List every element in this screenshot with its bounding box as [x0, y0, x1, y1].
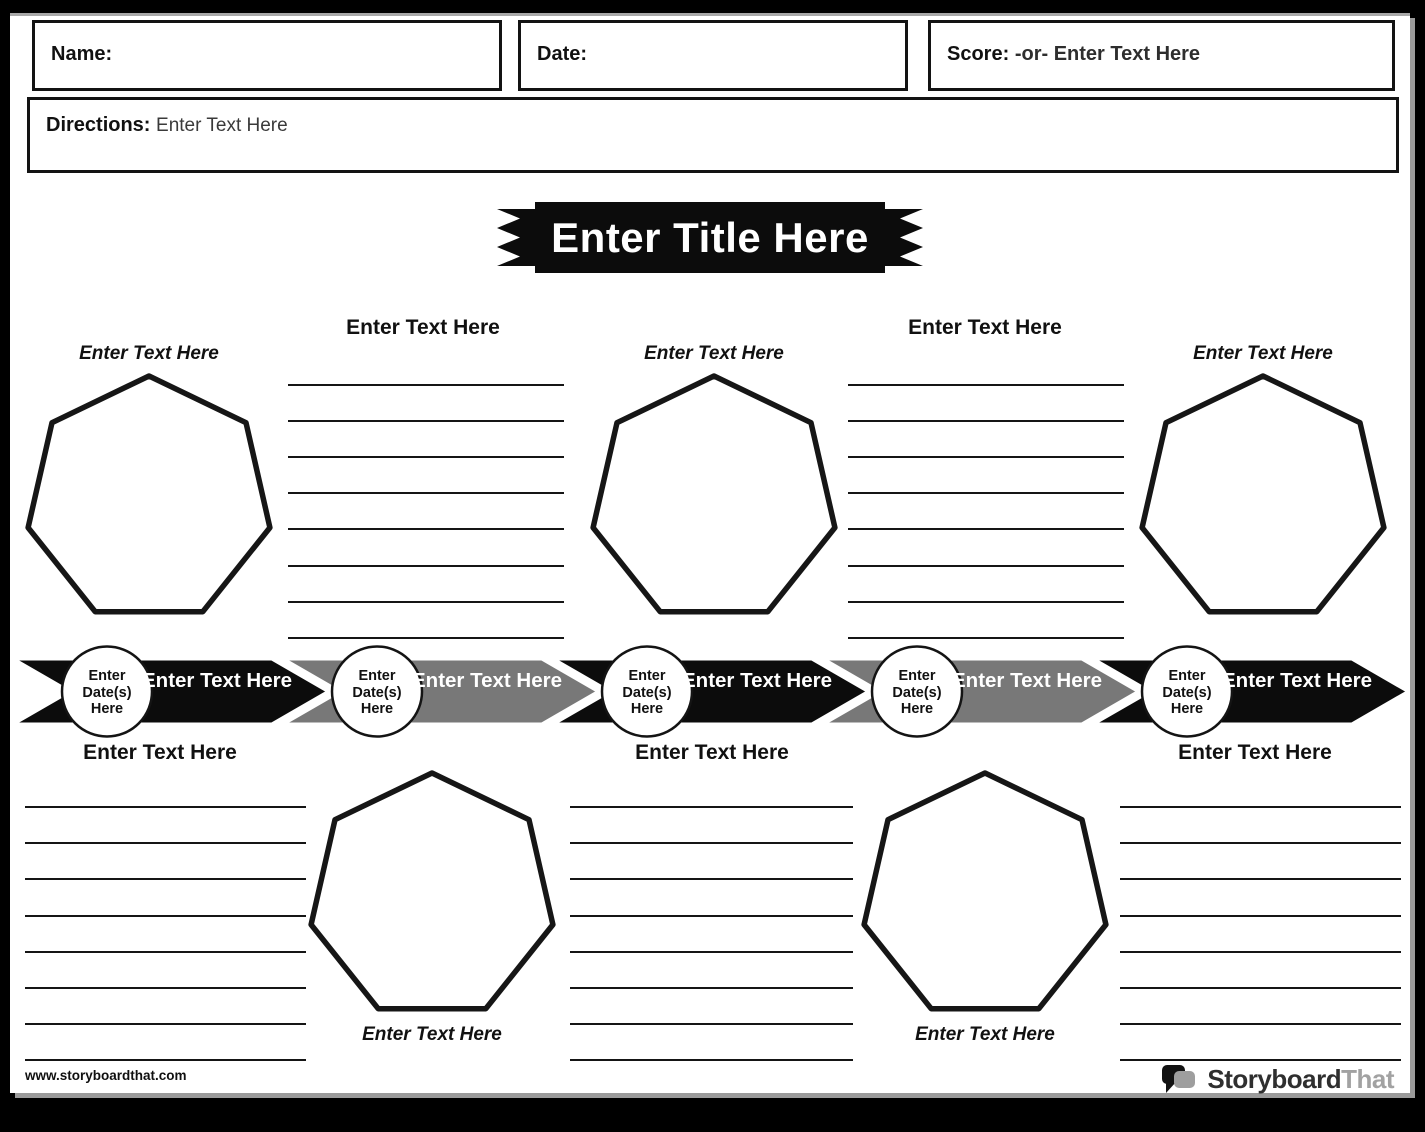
- date-circle-3-text[interactable]: Enter Date(s) Here: [622, 668, 672, 717]
- heptagon-shape[interactable]: [28, 376, 270, 612]
- writing-line[interactable]: [25, 915, 306, 951]
- writing-line[interactable]: [288, 420, 564, 456]
- top-heptagon-3-label[interactable]: Enter Text Here: [1193, 343, 1333, 364]
- top-heptagon-2[interactable]: [587, 371, 841, 619]
- top-lines-1[interactable]: [288, 384, 564, 674]
- score-label: Score:: [947, 43, 1010, 65]
- writing-line[interactable]: [25, 806, 306, 842]
- writing-line[interactable]: [848, 492, 1124, 528]
- bottom-lines-3[interactable]: [1120, 806, 1401, 1096]
- writing-line[interactable]: [570, 1023, 853, 1059]
- top-lines-2[interactable]: [848, 384, 1124, 674]
- date-label: Date:: [537, 43, 588, 65]
- writing-line[interactable]: [848, 565, 1124, 601]
- bottom-heptagon-2-label[interactable]: Enter Text Here: [915, 1024, 1055, 1045]
- writing-line[interactable]: [1120, 915, 1401, 951]
- name-box[interactable]: [32, 20, 502, 91]
- writing-line[interactable]: [848, 384, 1124, 420]
- bottom-heptagon-1[interactable]: [305, 768, 559, 1016]
- directions-placeholder[interactable]: Enter Text Here: [156, 115, 288, 136]
- heptagon-shape[interactable]: [1142, 376, 1384, 612]
- writing-line[interactable]: [288, 456, 564, 492]
- writing-line[interactable]: [1120, 987, 1401, 1023]
- writing-line[interactable]: [1120, 878, 1401, 914]
- date-circle-2-text[interactable]: Enter Date(s) Here: [352, 668, 402, 717]
- directions-box[interactable]: [27, 97, 1399, 173]
- writing-line[interactable]: [25, 987, 306, 1023]
- footer-url: www.storyboardthat.com: [25, 1068, 187, 1083]
- name-label: Name:: [51, 43, 113, 65]
- arrow-5-text[interactable]: Enter Text Here: [1222, 669, 1373, 692]
- date-circle-1-text[interactable]: Enter Date(s) Here: [82, 668, 132, 717]
- directions-label: Directions:: [46, 114, 151, 136]
- heptagon-shape[interactable]: [311, 773, 553, 1009]
- bottom-lines-1-label[interactable]: Enter Text Here: [83, 741, 237, 764]
- arrow-3-text[interactable]: Enter Text Here: [682, 669, 833, 692]
- writing-line[interactable]: [570, 878, 853, 914]
- writing-line[interactable]: [848, 420, 1124, 456]
- logo-text-primary: Storyboard: [1207, 1063, 1342, 1094]
- writing-line[interactable]: [570, 1059, 853, 1095]
- writing-line[interactable]: [570, 806, 853, 842]
- top-heptagon-1-label[interactable]: Enter Text Here: [79, 343, 219, 364]
- writing-line[interactable]: [1120, 806, 1401, 842]
- writing-line[interactable]: [570, 951, 853, 987]
- storyboardthat-logo: [1161, 1062, 1394, 1096]
- writing-line[interactable]: [25, 878, 306, 914]
- bottom-heptagon-2[interactable]: [858, 768, 1112, 1016]
- heptagon-shape[interactable]: [864, 773, 1106, 1009]
- page-title[interactable]: Enter Title Here: [551, 214, 869, 261]
- writing-line[interactable]: [570, 987, 853, 1023]
- bottom-lines-2-label[interactable]: Enter Text Here: [635, 741, 789, 764]
- date-circle-4-text[interactable]: Enter Date(s) Here: [892, 668, 942, 717]
- worksheet-page: [10, 13, 1410, 1093]
- writing-line[interactable]: [288, 601, 564, 637]
- writing-line[interactable]: [848, 456, 1124, 492]
- speech-bubbles-icon: [1161, 1062, 1201, 1096]
- top-heptagon-1[interactable]: [22, 371, 276, 619]
- heptagon-shape[interactable]: [593, 376, 835, 612]
- score-placeholder[interactable]: -or- Enter Text Here: [1014, 43, 1201, 65]
- writing-line[interactable]: [1120, 1023, 1401, 1059]
- writing-line[interactable]: [848, 601, 1124, 637]
- date-circle-5-text[interactable]: Enter Date(s) Here: [1162, 668, 1212, 717]
- writing-line[interactable]: [288, 528, 564, 564]
- arrow-4-text[interactable]: Enter Text Here: [952, 669, 1103, 692]
- writing-line[interactable]: [25, 1023, 306, 1059]
- score-box[interactable]: [928, 20, 1395, 91]
- writing-line[interactable]: [288, 565, 564, 601]
- arrow-2-text[interactable]: Enter Text Here: [412, 669, 563, 692]
- writing-line[interactable]: [288, 384, 564, 420]
- bottom-lines-2[interactable]: [570, 806, 853, 1096]
- top-heptagon-2-label[interactable]: Enter Text Here: [644, 343, 784, 364]
- arrow-1-text[interactable]: Enter Text Here: [142, 669, 293, 692]
- bottom-heptagon-1-label[interactable]: Enter Text Here: [362, 1024, 502, 1045]
- writing-line[interactable]: [570, 915, 853, 951]
- bottom-lines-3-label[interactable]: Enter Text Here: [1178, 741, 1332, 764]
- writing-line[interactable]: [25, 842, 306, 878]
- bottom-lines-1[interactable]: [25, 806, 306, 1096]
- logo-text: [1207, 1064, 1394, 1095]
- top-heptagon-3[interactable]: [1136, 371, 1390, 619]
- writing-line[interactable]: [1120, 842, 1401, 878]
- date-box[interactable]: [518, 20, 908, 91]
- writing-line[interactable]: [288, 492, 564, 528]
- top-lines-1-label[interactable]: Enter Text Here: [346, 316, 500, 339]
- logo-text-secondary: That: [1341, 1063, 1394, 1094]
- writing-line[interactable]: [25, 951, 306, 987]
- writing-line[interactable]: [1120, 951, 1401, 987]
- writing-line[interactable]: [570, 842, 853, 878]
- top-lines-2-label[interactable]: Enter Text Here: [908, 316, 1062, 339]
- writing-line[interactable]: [848, 528, 1124, 564]
